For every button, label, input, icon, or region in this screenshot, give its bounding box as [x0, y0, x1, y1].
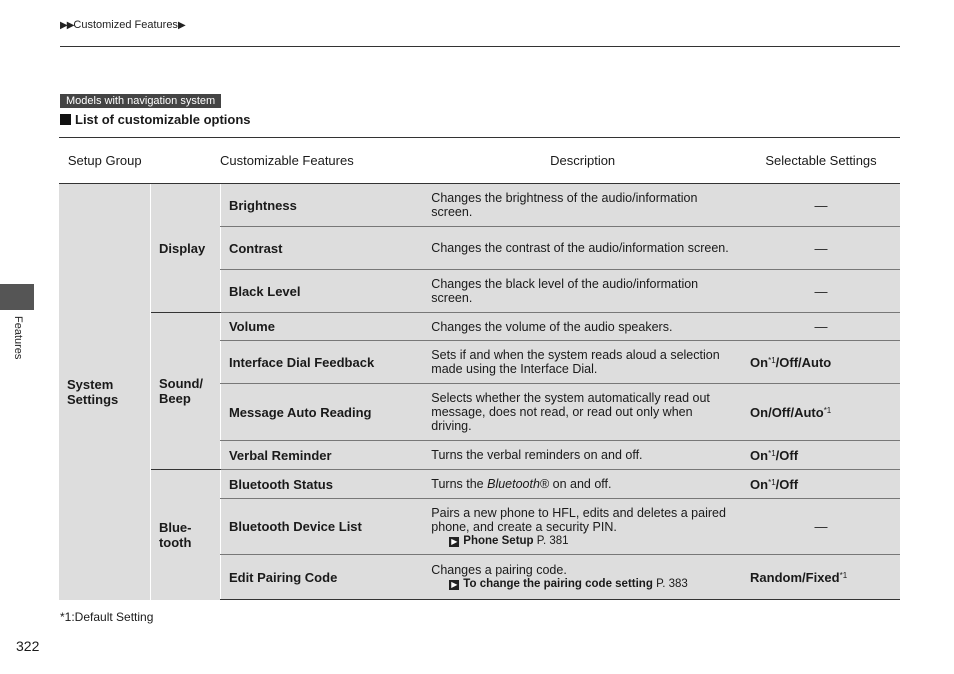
- reference-label: Phone Setup: [463, 534, 534, 547]
- desc-text: Changes a pairing code.: [431, 563, 567, 577]
- desc-black-level: Changes the black level of the audio/information screen.: [423, 270, 742, 313]
- subgroup-bluetooth: Blue- tooth: [150, 470, 220, 600]
- model-badge: Models with navigation system: [60, 94, 221, 108]
- setting-value: On/Off/Auto: [750, 404, 824, 420]
- desc-dial-feedback: Sets if and when the system reads aloud a selection made using the Interface Dial.: [423, 341, 742, 384]
- setting-bt-device-list: —: [742, 499, 900, 555]
- feature-verbal-reminder: Verbal Reminder: [220, 441, 423, 470]
- page-number: 322: [16, 638, 40, 654]
- col-settings: Selectable Settings: [742, 138, 900, 184]
- table-header-row: [59, 138, 900, 184]
- footnote: *1:Default Setting: [60, 610, 154, 624]
- table-row: [59, 313, 900, 341]
- table-row: [59, 470, 900, 499]
- reference-label: To change the pairing code setting: [463, 578, 653, 590]
- setting-auto-reading: [742, 384, 900, 441]
- feature-black-level: Black Level: [220, 270, 423, 313]
- setting-pairing-code: [742, 555, 900, 600]
- reference-page: P. 383: [656, 578, 688, 590]
- setting-value: /Off: [775, 476, 799, 492]
- setting-brightness: —: [742, 184, 900, 227]
- breadcrumb-section[interactable]: Customized Features: [73, 19, 178, 31]
- desc-bt-status: [423, 470, 742, 499]
- feature-pairing-code: Edit Pairing Code: [220, 555, 423, 600]
- group-system-settings: System Settings: [59, 184, 150, 600]
- desc-text-italic: Bluetooth: [487, 477, 540, 491]
- desc-text: Turns the: [431, 477, 488, 491]
- default-marker: *1: [839, 570, 848, 580]
- list-title-text: List of customizable options: [75, 112, 251, 127]
- list-title: [60, 112, 251, 127]
- desc-volume: Changes the volume of the audio speakers.: [423, 313, 742, 341]
- setting-bt-status: [742, 470, 900, 499]
- feature-auto-reading: Message Auto Reading: [220, 384, 423, 441]
- desc-text: Pairs a new phone to HFL, edits and deletes a paired phone, and create a security PIN.: [431, 505, 726, 534]
- desc-auto-reading: Selects whether the system automatically read out message, does not read, or read out only when driving.: [423, 384, 742, 441]
- setting-value: On: [750, 476, 769, 492]
- breadcrumb: [60, 19, 185, 31]
- feature-bt-device-list: Bluetooth Device List: [220, 499, 423, 555]
- setting-value: On: [750, 354, 769, 370]
- col-setup-group: Setup Group: [59, 138, 150, 184]
- square-bullet-icon: [60, 114, 71, 125]
- reference-arrow-icon: ▶: [451, 580, 458, 589]
- setting-value: /Off: [775, 447, 799, 463]
- default-marker: *1: [768, 448, 776, 458]
- desc-verbal-reminder: Turns the verbal reminders on and off.: [423, 441, 742, 470]
- setting-black-level: —: [742, 270, 900, 313]
- subgroup-display: Display: [150, 184, 220, 313]
- feature-contrast: Contrast: [220, 227, 423, 270]
- reference-page: P. 381: [536, 534, 569, 547]
- chapter-label: Features: [12, 316, 24, 360]
- breadcrumb-arrows-icon: ▶▶: [60, 20, 74, 31]
- setting-value: /Off/Auto: [775, 354, 832, 370]
- table-row: [59, 184, 900, 227]
- desc-contrast: Changes the contrast of the audio/information screen.: [423, 227, 742, 270]
- default-marker: *1: [823, 405, 832, 415]
- reference-arrow-icon: ▶: [451, 536, 458, 546]
- header-divider: [60, 46, 900, 47]
- feature-bt-status: Bluetooth Status: [220, 470, 423, 499]
- default-marker: *1: [768, 477, 776, 487]
- setting-value: Random/Fixed: [750, 569, 840, 585]
- desc-bt-device-list: [423, 499, 742, 555]
- options-table: [59, 137, 900, 600]
- feature-brightness: Brightness: [220, 184, 423, 227]
- cross-reference-link[interactable]: [431, 534, 734, 548]
- desc-text: ® on and off.: [539, 477, 612, 491]
- default-marker: *1: [768, 355, 776, 365]
- feature-dial-feedback: Interface Dial Feedback: [220, 341, 423, 384]
- cross-reference-link[interactable]: [431, 577, 734, 591]
- feature-volume: Volume: [220, 313, 423, 341]
- setting-dial-feedback: [742, 341, 900, 384]
- col-description: Description: [423, 138, 742, 184]
- setting-value: On: [750, 447, 769, 463]
- chapter-tab[interactable]: [0, 284, 34, 310]
- setting-volume: —: [742, 313, 900, 341]
- desc-pairing-code: [423, 555, 742, 600]
- setting-verbal-reminder: [742, 441, 900, 470]
- col-features: Customizable Features: [150, 138, 423, 184]
- subgroup-sound-beep: Sound/ Beep: [150, 313, 220, 470]
- breadcrumb-arrow-icon: ▶: [177, 20, 185, 31]
- setting-contrast: —: [742, 227, 900, 270]
- desc-brightness: Changes the brightness of the audio/information screen.: [423, 184, 742, 227]
